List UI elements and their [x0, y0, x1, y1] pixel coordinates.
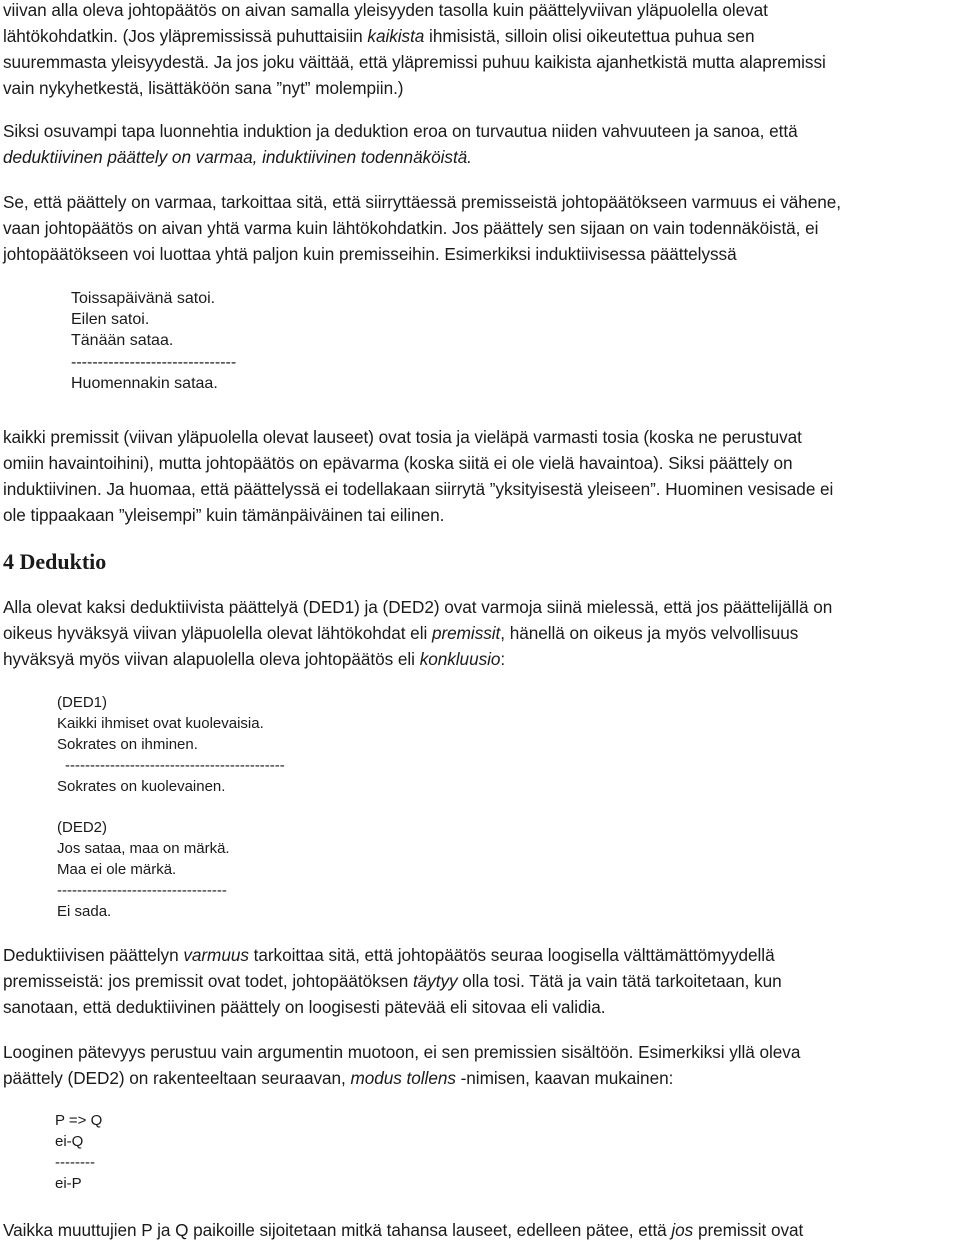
emphasis: konkluusio: [419, 649, 501, 669]
text: suuremmasta yleisyydestä. Ja jos joku väittää, että yläpremissi puhuu kaikista ajanhetkistä mutta alapremissi: [3, 52, 826, 72]
ded1-example: [57, 692, 285, 797]
text-line: [3, 49, 957, 75]
text: Siksi osuvampi tapa luonnehtia induktion ja deduktion eroa on turvautua niiden vahvuuteen ja sanoa, että: [3, 121, 798, 141]
text-line: [3, 0, 957, 23]
premise-line: Sokrates on ihminen.: [57, 736, 198, 753]
induction-example: [71, 288, 236, 394]
paragraph-7: [3, 1039, 957, 1091]
emphasis: jos: [671, 1220, 694, 1240]
text: omiin havaintoihini), mutta johtopäätös on epävarma (koska siitä ei ole vielä havaintoa). Siksi päättely on: [3, 453, 793, 473]
inference-rule: --------------------------------------------: [65, 757, 285, 774]
example-label: (DED1): [57, 694, 108, 711]
text: ihmisistä, silloin olisi oikeutettua puhua sen: [424, 26, 755, 46]
text-line: [3, 476, 957, 502]
text: hyväksyä myös viivan alapuolella oleva johtopäätös eli: [3, 649, 420, 669]
text: kaikki premissit (viivan yläpuolella olevat lauseet) ovat tosia ja vieläpä varmasti tosia (koska ne perustuvat: [3, 427, 802, 447]
inference-rule: ----------------------------------: [57, 882, 227, 899]
text: induktiivinen. Ja huomaa, että päättelyssä ei todellakaan siirrytä ”yksityisestä yleiseen”. Huominen vesisade ei: [3, 479, 834, 499]
premise-line: P => Q: [55, 1112, 103, 1129]
paragraph-2: [3, 118, 957, 170]
text: johtopäätökseen voi luottaa yhtä paljon kuin premisseihin. Esimerkiksi induktiivisessa päättelyssä: [3, 244, 737, 264]
paragraph-1: [3, 0, 957, 101]
text: Alla olevat kaksi deduktiivista päättelyä (DED1) ja (DED2) ovat varmoja siinä mielessä, että jos päättelijällä on: [3, 597, 833, 617]
premise-line: ei-Q: [55, 1133, 84, 1150]
text-line: [3, 968, 957, 994]
text: sanotaan, että deduktiivinen päättely on loogisesti pätevää eli sitovaa eli validia.: [3, 997, 606, 1017]
text: vain nykyhetkestä, lisättäköön sana ”nyt” molempiin.): [3, 78, 404, 98]
paragraph-4: [3, 424, 957, 528]
premise-line: Eilen satoi.: [71, 311, 150, 329]
emphasis: premissit: [431, 623, 501, 643]
text-line: [3, 502, 957, 528]
text: tarkoittaa sitä, että johtopäätös seuraa loogisella välttämättömyydellä: [248, 945, 775, 965]
modus-tollens-formula: [55, 1110, 102, 1194]
paragraph-5: [3, 594, 957, 672]
text: vaan johtopäätös on aivan yhtä varma kuin lähtökohdatkin. Jos päättely sen sijaan on vain todennäköistä, ei: [3, 218, 819, 238]
premise-line: Tänään sataa.: [71, 332, 174, 350]
text-line: [3, 241, 957, 267]
text-line: [3, 942, 957, 968]
text-line: [3, 144, 957, 170]
text: , hänellä on oikeus ja myös velvollisuus: [500, 623, 799, 643]
text: oikeus hyväksyä viivan yläpuolella olevat lähtökohdat eli: [3, 623, 432, 643]
example-label: (DED2): [57, 819, 108, 836]
inference-rule: --------: [55, 1154, 95, 1171]
text-line: [3, 75, 957, 101]
text-line: [3, 23, 957, 49]
text: :: [500, 649, 506, 669]
premise-line: Jos sataa, maa on märkä.: [57, 840, 230, 857]
text-line: [3, 620, 957, 646]
text-line: [3, 450, 957, 476]
conclusion-line: Huomennakin sataa.: [71, 374, 218, 392]
ded2-example: [57, 817, 230, 922]
text: premisseistä: jos premissit ovat todet, johtopäätöksen: [3, 971, 413, 991]
text: Looginen pätevyys perustuu vain argumentin muotoon, ei sen premissien sisältöön. Esimerkiksi yllä oleva: [3, 1042, 801, 1062]
paragraph-8: [3, 1217, 957, 1243]
text-line: [3, 1039, 957, 1065]
text: päättely (DED2) on rakenteeltaan seuraavan,: [3, 1068, 351, 1088]
paragraph-6: [3, 942, 957, 1020]
emphasis: deduktiivinen päättely on varmaa, induktiivinen todennäköistä.: [3, 147, 472, 167]
emphasis: täytyy: [412, 971, 458, 991]
text: -nimisen, kaavan mukainen:: [455, 1068, 674, 1088]
text-line: [3, 1217, 957, 1243]
text-line: [3, 118, 957, 144]
conclusion-line: Sokrates on kuolevainen.: [57, 778, 226, 795]
emphasis: varmuus: [183, 945, 249, 965]
text: Deduktiivisen päättelyn: [3, 945, 184, 965]
premise-line: Kaikki ihmiset ovat kuolevaisia.: [57, 715, 264, 732]
text: Se, että päättely on varmaa, tarkoittaa sitä, että siirryttäessä premisseistä johtopäätökseen varmuus ei vähene,: [3, 192, 841, 212]
inference-rule: -------------------------------: [71, 353, 237, 371]
conclusion-line: Ei sada.: [57, 903, 112, 920]
conclusion-line: ei-P: [55, 1175, 82, 1192]
text-line: [3, 1065, 957, 1091]
premise-line: Maa ei ole märkä.: [57, 861, 177, 878]
section-heading: 4 Deduktio: [3, 549, 107, 574]
paragraph-3: [3, 189, 957, 267]
text: ole tippaakaan ”yleisempi” kuin tämänpäiväinen tai eilinen.: [3, 505, 445, 525]
text-line: [3, 994, 957, 1020]
text-line: [3, 646, 957, 672]
text: olla tosi. Tätä ja vain tätä tarkoitetaan, kun: [457, 971, 782, 991]
text: premissit ovat: [693, 1220, 804, 1240]
text: Vaikka muuttujien P ja Q paikoille sijoitetaan mitkä tahansa lauseet, edelleen pätee, että: [3, 1220, 672, 1240]
text-line: [3, 424, 957, 450]
emphasis: modus tollens: [350, 1068, 456, 1088]
text-line: [3, 215, 957, 241]
text: lähtökohdatkin. (Jos yläpremississä puhuttaisiin: [3, 26, 368, 46]
text-line: [3, 189, 957, 215]
text: viivan alla oleva johtopäätös on aivan samalla yleisyyden tasolla kuin päättelyviivan yläpuolella olevat: [3, 0, 768, 20]
premise-line: Toissapäivänä satoi.: [71, 290, 216, 307]
text-line: [3, 594, 957, 620]
emphasis: kaikista: [367, 26, 425, 46]
